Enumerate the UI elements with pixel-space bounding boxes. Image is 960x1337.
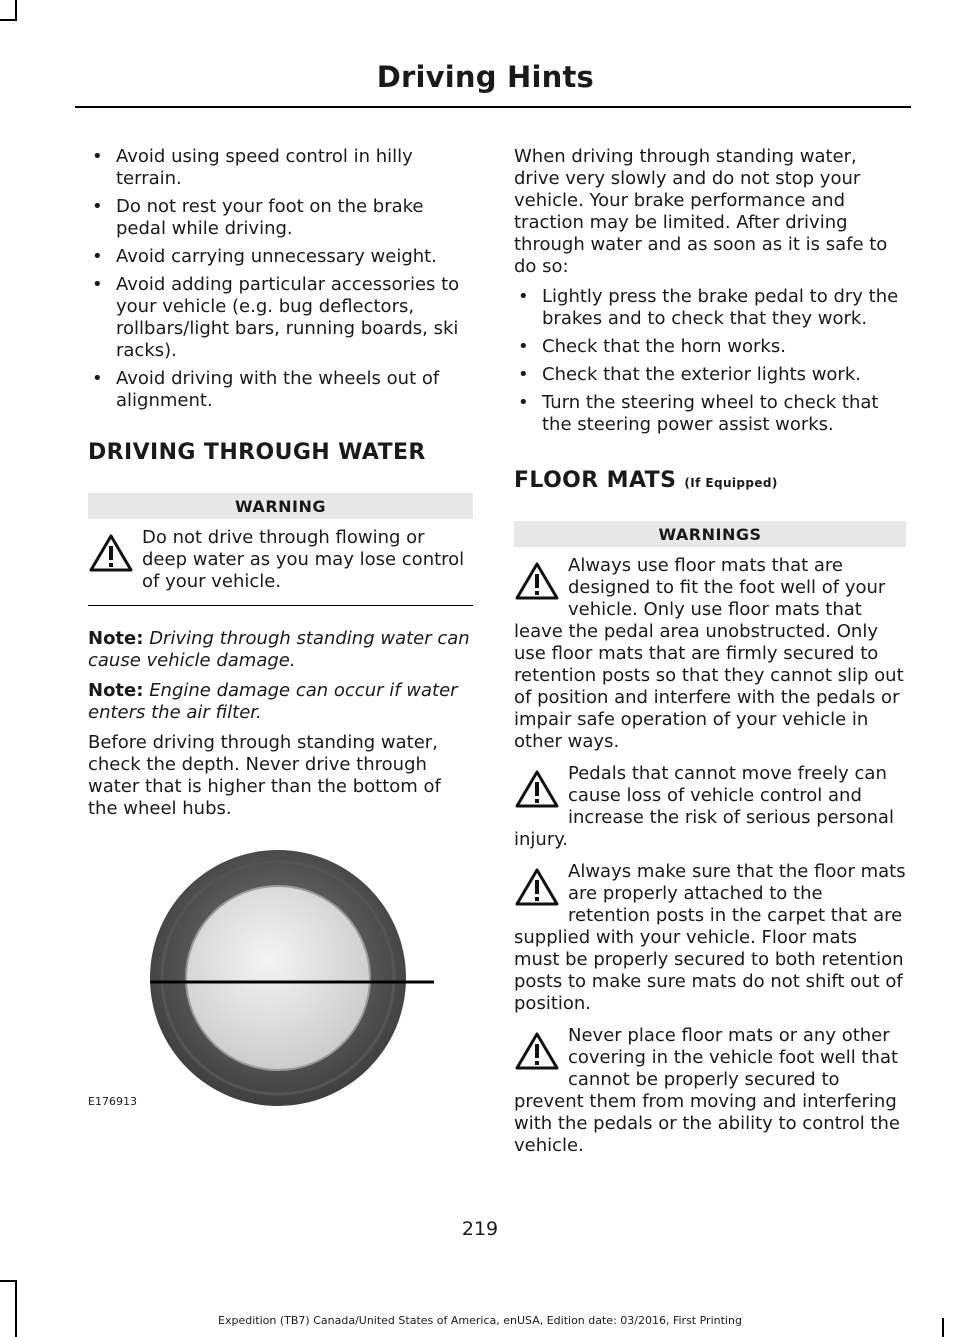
- list-item: • Avoid driving with the wheels out of alignment.: [88, 368, 473, 412]
- wheel-hub-figure: [88, 848, 473, 1108]
- warning-triangle-icon: [514, 1031, 560, 1071]
- warning-triangle-icon: [514, 769, 560, 809]
- warning-text: Always make sure that the floor mats are properly attached to the retention posts in the carpet that are supplied with your vehicle. Floor mats must be properly secured to both retention posts to make sure mats do not shift out of position.: [514, 861, 906, 1014]
- warning-item: [514, 1025, 906, 1157]
- warning-item: [514, 763, 906, 851]
- warning-item: [514, 861, 906, 1015]
- page-number: 219: [461, 1218, 499, 1240]
- warning-text: Always use floor mats that are designed to fit the foot well of your vehicle. Only use floor mats that leave the pedal area unobstructed. Only use floor mats that are firmly secured to retention posts so that they cannot slip out of position and interfere with the pedals or impair safe operation of your vehicle in other ways.: [514, 555, 904, 752]
- warnings-banner: WARNINGS: [514, 521, 906, 547]
- warning-banner: WARNING: [88, 493, 473, 519]
- crop-mark: [15, 0, 17, 20]
- list-item: • Lightly press the brake pedal to dry the brakes and to check that they work.: [514, 286, 906, 330]
- warning-triangle-icon: [88, 533, 134, 573]
- note-text: Engine damage can occur if water enters the air filter.: [88, 680, 458, 723]
- note-label: Note:: [88, 680, 144, 701]
- crop-mark: [0, 1280, 17, 1282]
- list-item: • Check that the exterior lights work.: [514, 364, 906, 386]
- header-rule: [75, 106, 911, 108]
- list-item: • Do not rest your foot on the brake pedal while driving.: [88, 196, 473, 240]
- warning-triangle-icon: [514, 867, 560, 907]
- figure-id: E176913: [88, 1095, 137, 1108]
- note: [88, 680, 473, 724]
- section-title: FLOOR MATS: [514, 468, 677, 493]
- left-column: [88, 146, 473, 1108]
- after-water-checks-list: [514, 286, 906, 436]
- note-text: Driving through standing water can cause vehicle damage.: [88, 628, 470, 671]
- page-footer: Expedition (TB7) Canada/United States of America, enUSA, Edition date: 03/2016, First Printing: [218, 1314, 742, 1327]
- list-item: • Check that the horn works.: [514, 336, 906, 358]
- crop-mark: [0, 19, 17, 21]
- warning-item: [88, 527, 473, 593]
- list-item: • Avoid carrying unnecessary weight.: [88, 246, 473, 268]
- section-heading-floor-mats: [514, 468, 906, 493]
- list-item: • Avoid adding particular accessories to your vehicle (e.g. bug deflectors, rollbars/light bars, running boards, ski racks).: [88, 274, 473, 362]
- page-header-title: Driving Hints: [376, 60, 594, 94]
- warning-text: Pedals that cannot move freely can cause loss of vehicle control and increase the risk of serious personal injury.: [514, 763, 894, 850]
- warning-end-rule: [88, 605, 473, 606]
- wheel-water-illustration: [88, 848, 473, 1108]
- list-item: • Turn the steering wheel to check that the steering power assist works.: [514, 392, 906, 436]
- section-suffix: (If Equipped): [684, 476, 778, 490]
- body-paragraph: Before driving through standing water, check the depth. Never drive through water that is higher than the bottom of the wheel hubs.: [88, 732, 441, 819]
- warning-item: [514, 555, 906, 753]
- driving-tips-list: [88, 146, 473, 412]
- warning-text: Do not drive through flowing or deep water as you may lose control of your vehicle.: [142, 527, 465, 592]
- crop-mark: [15, 1280, 17, 1337]
- note-label: Note:: [88, 628, 144, 649]
- body-paragraph: When driving through standing water, drive very slowly and do not stop your vehicle. Your brake performance and traction may be limited. After driving through water and as soon as it is safe to do so:: [514, 146, 888, 277]
- warning-triangle-icon: [514, 561, 560, 601]
- right-column: [514, 146, 906, 1157]
- note: [88, 628, 473, 672]
- list-item: • Avoid using speed control in hilly terrain.: [88, 146, 473, 190]
- warning-text: Never place floor mats or any other covering in the vehicle foot well that cannot be properly secured to prevent them from moving and interfering with the pedals or the ability to control the vehicle.: [514, 1025, 900, 1156]
- section-heading-water: DRIVING THROUGH WATER: [88, 440, 426, 465]
